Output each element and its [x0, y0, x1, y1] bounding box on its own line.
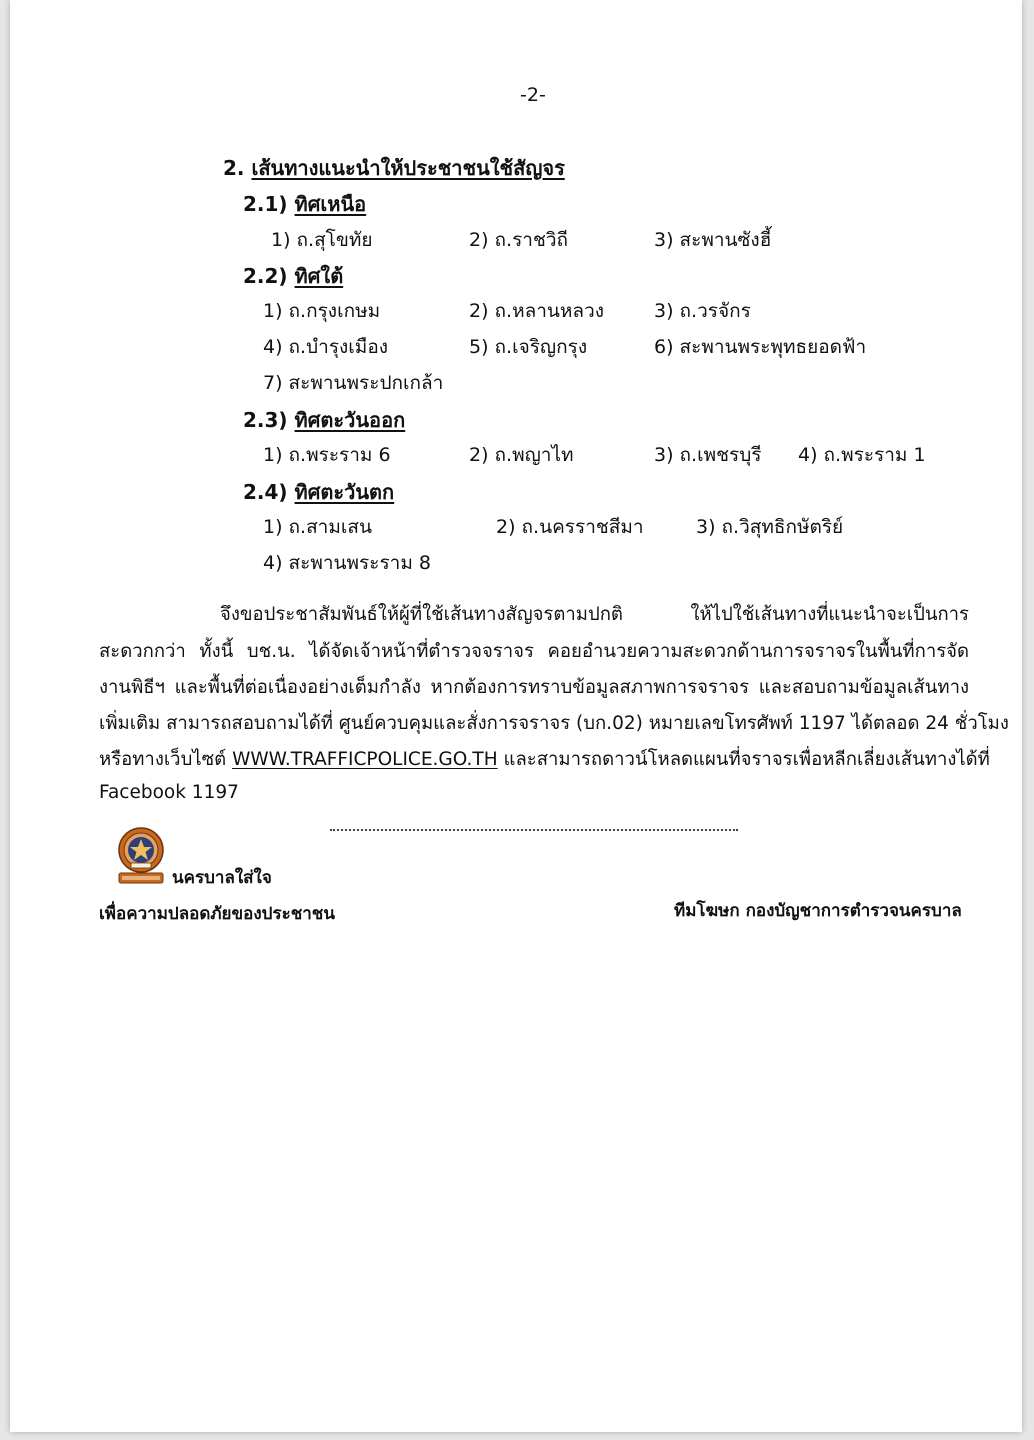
route-item: 1) ถ.สามเสน: [263, 516, 372, 538]
paragraph-line: งานพิธีฯ และพื้นที่ต่อเนื่องอย่างเต็มกำลัง หากต้องการทราบข้อมูลสภาพการจราจร และสอบถามข้อมูลเส้นทาง: [99, 677, 969, 698]
footer-signature: ทีมโฆษก กองบัญชาการตำรวจนครบาล: [674, 901, 962, 921]
route-item: 2) ถ.หลานหลวง: [469, 300, 605, 322]
route-item: 2) ถ.ราชวิถี: [469, 229, 569, 251]
route-item: 5) ถ.เจริญกรุง: [469, 336, 588, 358]
route-item: 1) ถ.สุโขทัย: [271, 229, 373, 251]
route-item: 3) ถ.วรจักร: [654, 300, 751, 322]
route-item: 1) ถ.กรุงเกษม: [263, 300, 381, 322]
route-item: 7) สะพานพระปกเกล้า: [263, 372, 444, 394]
footer-slogan-2: เพื่อความปลอดภัยของประชาชน: [99, 904, 335, 924]
dotted-separator: [330, 829, 738, 831]
direction-heading-west: 2.4) ทิศตะวันตก: [243, 480, 395, 504]
page-number: -2-: [520, 84, 546, 106]
route-item: 1) ถ.พระราม 6: [263, 444, 391, 466]
paragraph-line: จึงขอประชาสัมพันธ์ให้ผู้ที่ใช้เส้นทางสัญจรตามปกติ ให้ไปใช้เส้นทางที่แนะนำจะเป็นการ: [220, 604, 969, 625]
direction-heading-north: 2.1) ทิศเหนือ: [243, 192, 367, 216]
route-item: 3) สะพานซังฮี้: [654, 229, 772, 251]
route-item: 3) ถ.เพชรบุรี: [654, 444, 762, 466]
section-title: [223, 152, 565, 184]
document-page: [10, 0, 1022, 1432]
route-item: 2) ถ.พญาไท: [469, 444, 574, 466]
route-item: 6) สะพานพระพุทธยอดฟ้า: [654, 336, 867, 358]
paragraph-line: Facebook 1197: [99, 782, 239, 803]
direction-heading-east: 2.3) ทิศตะวันออก: [243, 408, 406, 432]
route-item: 4) สะพานพระราม 8: [263, 552, 431, 574]
section-title-text: เส้นทางแนะนำให้ประชาชนใช้สัญจร: [251, 156, 565, 180]
paragraph-line: สะดวกกว่า ทั้งนี้ บช.น. ได้จัดเจ้าหน้าที่ตำรวจจราจร คอยอำนวยความสะดวกด้านการจราจรในพื้นที่การจัด: [99, 641, 969, 662]
paragraph-line: เพิ่มเติม สามารถสอบถามได้ที่ ศูนย์ควบคุมและสั่งการจราจร (บก.02) หมายเลขโทรศัพท์ 1197 ได้ตลอด 24 ชั่วโมง: [99, 713, 1009, 734]
direction-heading-south: 2.2) ทิศใต้: [243, 264, 344, 288]
footer-slogan-1: นครบาลใส่ใจ: [172, 868, 272, 888]
website-link[interactable]: WWW.TRAFFICPOLICE.GO.TH: [232, 749, 498, 770]
paragraph-line: หรือทางเว็บไซต์ WWW.TRAFFICPOLICE.GO.TH และสามารถดาวน์โหลดแผนที่จราจรเพื่อหลีกเลี่ยงเส้นทางได้ที่: [99, 749, 990, 770]
route-item: 4) ถ.บำรุงเมือง: [263, 336, 389, 358]
route-item: 2) ถ.นครราชสีมา: [496, 516, 644, 538]
route-item: 3) ถ.วิสุทธิกษัตริย์: [696, 516, 844, 538]
police-emblem-icon: [117, 823, 165, 885]
route-item: 4) ถ.พระราม 1: [798, 444, 926, 466]
section-title-number: 2.: [223, 156, 245, 180]
